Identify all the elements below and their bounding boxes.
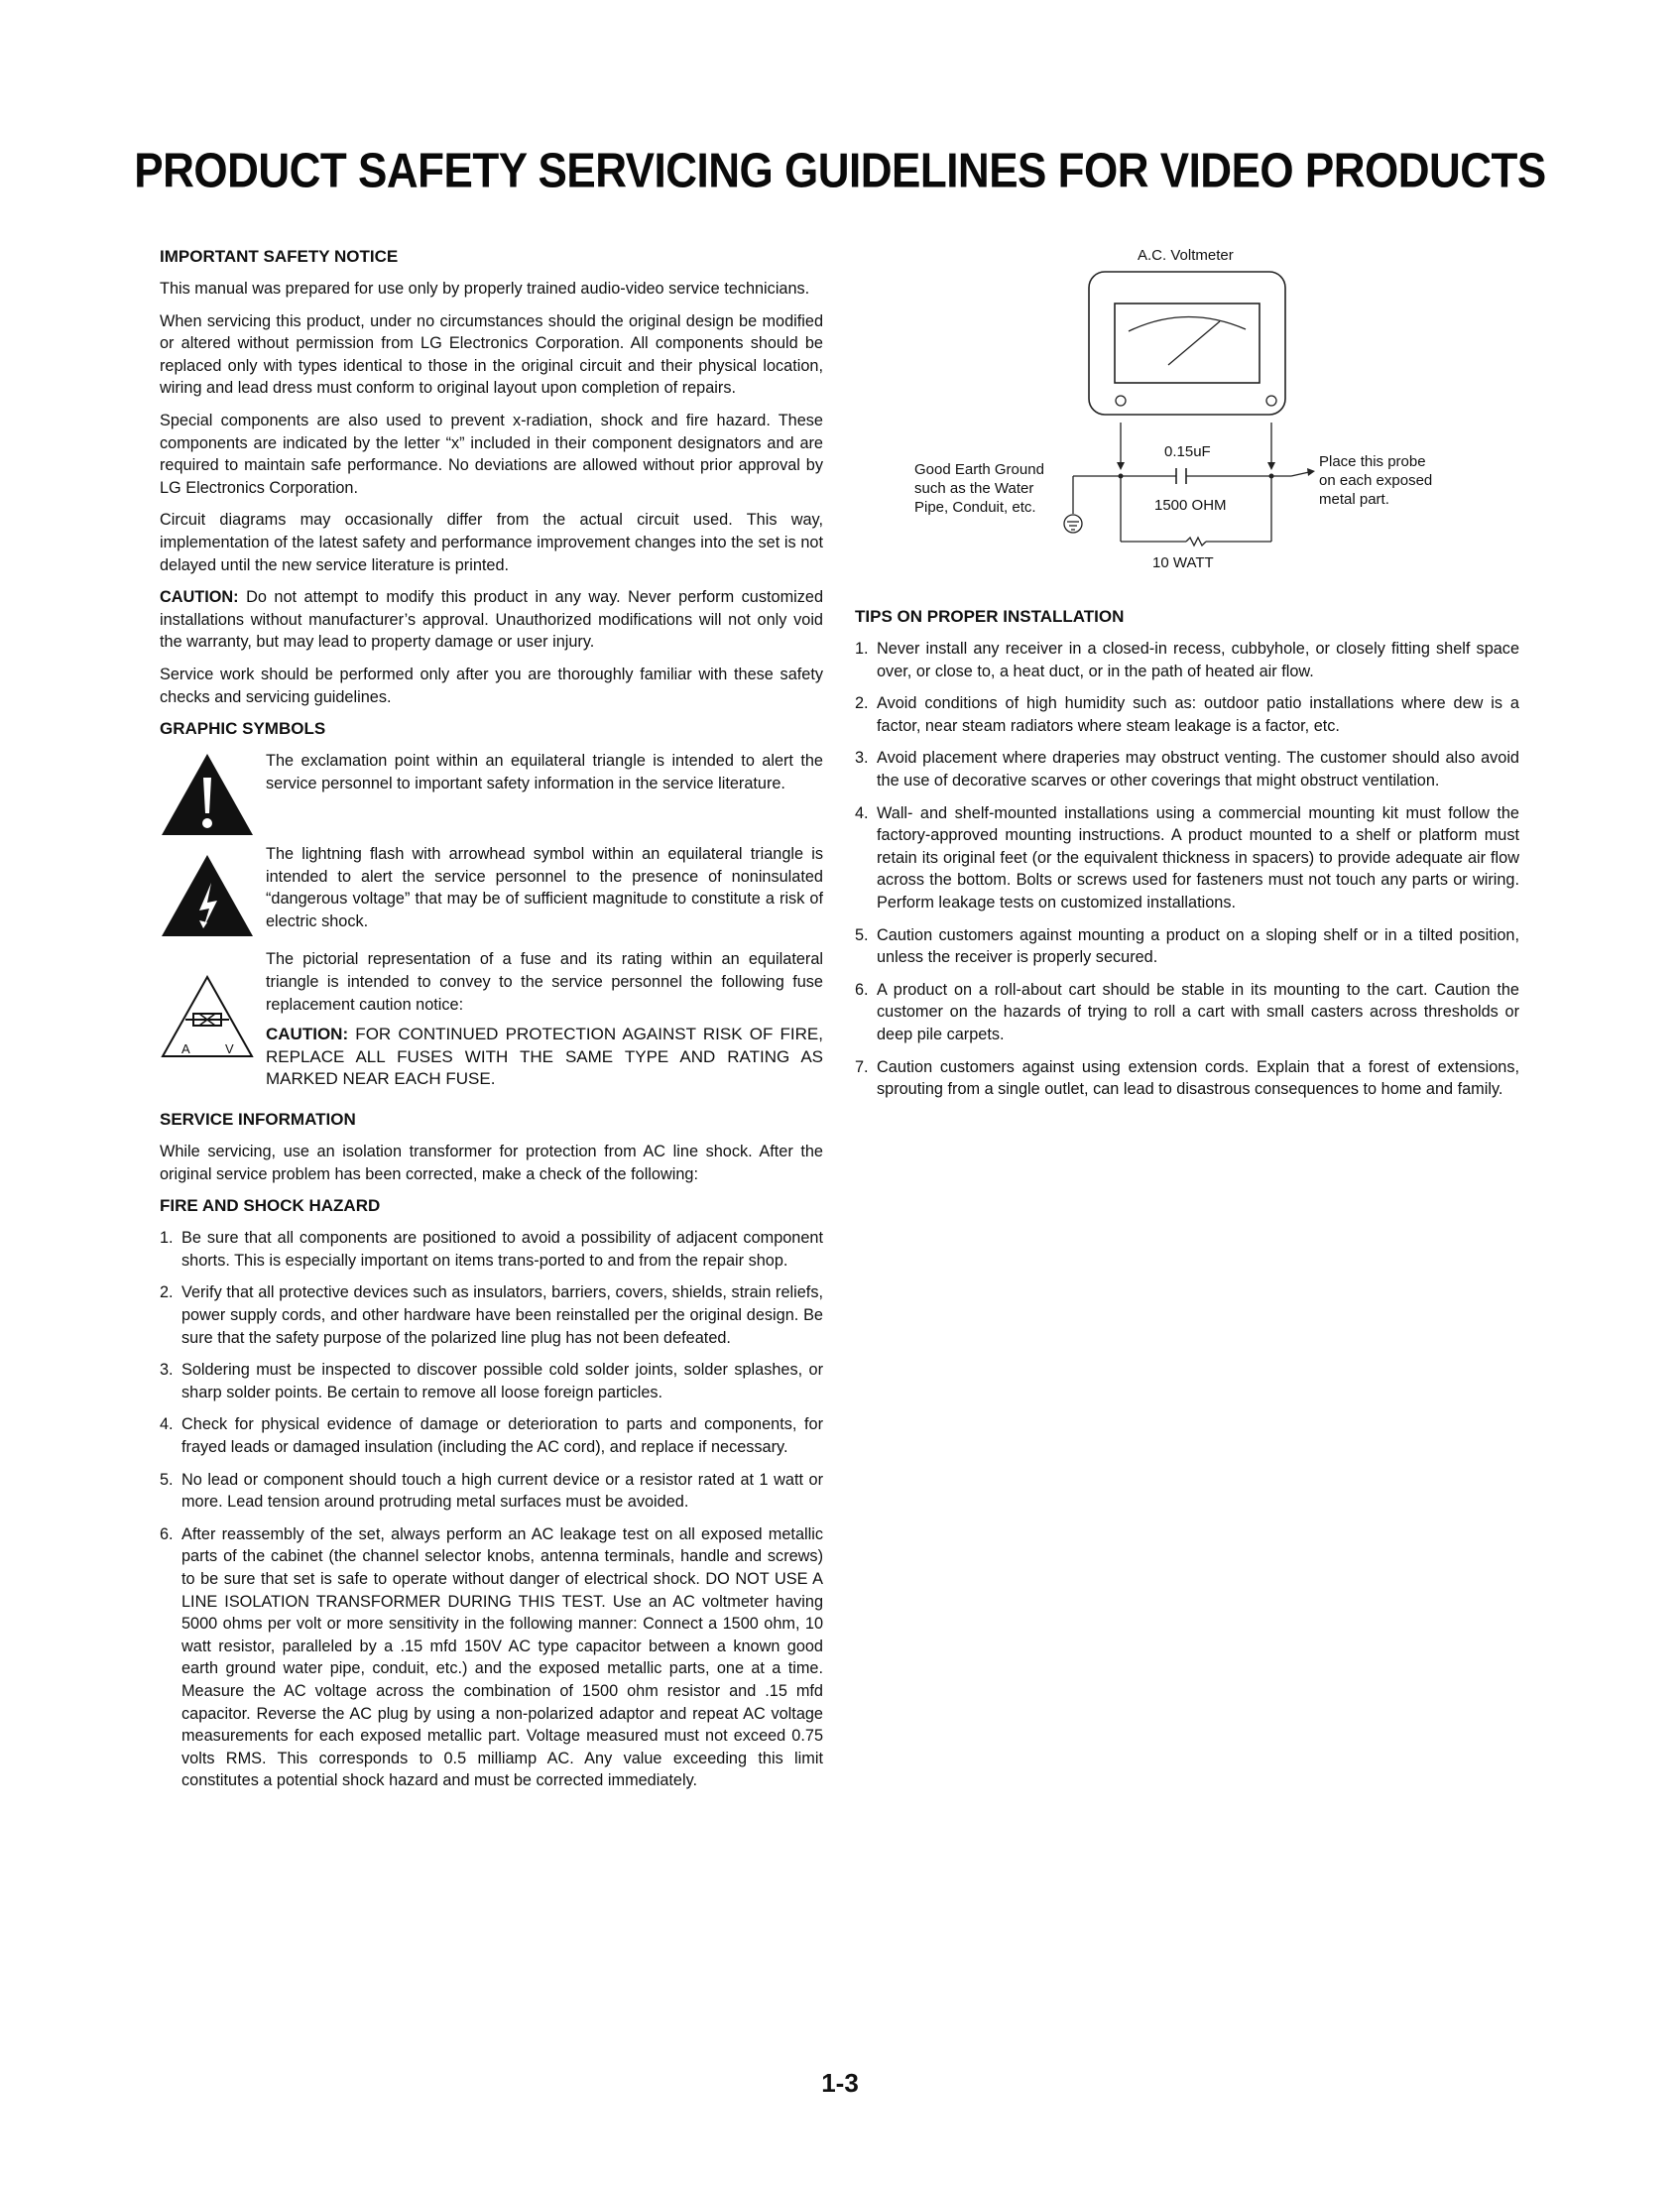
list-item-text: Be sure that all components are positioned to avoid a possibility of adjacent component shorts. This is especially important on items trans-ported to and from the repair shop.: [181, 1229, 823, 1270]
tips-installation-heading: TIPS ON PROPER INSTALLATION: [855, 607, 1125, 626]
list-item-text: Never install any receiver in a closed-in recess, cubbyhole, or closely fitting shelf space over, or close to, a heat duct, or in the path of heated air flow.: [877, 640, 1519, 680]
watt-label: 10 WATT: [1152, 554, 1214, 571]
service-information-heading: SERVICE INFORMATION: [160, 1110, 356, 1130]
list-item-number: 5.: [160, 1470, 174, 1489]
list-item: [855, 979, 1519, 1046]
page-number: 1-3: [821, 2068, 859, 2098]
important-paragraph-3: Special components are also used to prevent x-radiation, shock and fire hazard. These components are indicated by the letter “x” included in their component designators and are required to maintain safe performance. No deviations are allowed without prior approval by LG Electronics Corporation.: [160, 411, 823, 497]
list-item: [855, 638, 1519, 682]
probe-arrow: [1307, 468, 1315, 476]
exclamation-triangle-icon: [160, 750, 266, 835]
list-item-number: 4.: [160, 1415, 174, 1434]
fire-shock-heading: FIRE AND SHOCK HAZARD: [160, 1196, 381, 1216]
list-item-text: After reassembly of the set, always perform an AC leakage test on all exposed metallic parts of the cabinet (the channel selector knobs, antenna terminals, handle and screws) to be sure that set is safe to operate without danger of electrical shock. DO NOT USE A LINE ISOLATION TRANSFORMER DURING THIS TEST. Use an AC voltmeter having 5000 ohms per volt or more sensitivity in the following manner: Connect a 1500 ohm, 10 watt resistor, paralleled by a .15 mfd 150V AC type capacitor between a known good earth ground water pipe, conduit, etc.) and the exposed metallic parts, one at a time. Measure the AC voltage across the combination of 1500 ohm resistor and .15 mfd capacitor. Reverse the AC plug by using a non-polarized adaptor and repeat AC voltage measurements for each exposed metallic part. Voltage measured must not exceed 0.75 volts RMS. This corresponds to 0.5 milliamp AC. Any value exceeding this limit constitutes a potential shock hazard and must be corrected immediately.: [181, 1524, 823, 1790]
resistor-symbol: [1186, 538, 1206, 546]
list-item-number: 4.: [855, 803, 869, 822]
list-item-number: 2.: [855, 694, 869, 713]
probe-label-line-2: on each exposed: [1319, 472, 1433, 489]
list-item-text: Soldering must be inspected to discover possible cold solder joints, solder splashes, or sharp solder points. Be certain to remove all loose foreign particles.: [181, 1361, 823, 1401]
list-item-number: 3.: [855, 749, 869, 768]
fuse-caution-text: FOR CONTINUED PROTECTION AGAINST RISK OF FIRE, REPLACE ALL FUSES WITH THE SAME TYPE AND RATING AS MARKED NEAR EACH FUSE.: [266, 1025, 823, 1089]
list-item-text: Caution customers against mounting a product on a sloping shelf or in a tilted position, unless the receiver is properly secured.: [877, 925, 1519, 967]
list-item-text: No lead or component should touch a high current device or a resistor rated at 1 watt or more. Lead tension around protruding metal surfaces must be avoided.: [181, 1470, 823, 1512]
graphic-symbols: [160, 750, 823, 1099]
ground-label-line-2: such as the Water: [914, 480, 1034, 497]
list-item-number: 7.: [855, 1057, 869, 1076]
ground-label-line-3: Pipe, Conduit, etc.: [914, 499, 1036, 516]
tips-installation-list: [855, 638, 1519, 1101]
list-item: [160, 1413, 823, 1458]
list-item-text: Avoid placement where draperies may obstruct venting. The customer should also avoid the use of decorative scarves or other coverings that might obstruct ventilation.: [877, 749, 1519, 789]
important-paragraph-2: When servicing this product, under no circumstances should the original design be modified or altered without permission from LG Electronics Corporation. All components should be replaced only with types identical to those in the original circuit and their physical location, wiring and lead dress must conform to original layout upon completion of repairs.: [160, 311, 823, 398]
graphic-symbols-heading: GRAPHIC SYMBOLS: [160, 719, 326, 739]
fuse-caution-lead: CAUTION:: [266, 1025, 349, 1044]
fire-shock-list: [160, 1227, 823, 1792]
important-paragraph-1: This manual was prepared for use only by properly trained audio-video service technicians.: [160, 280, 810, 298]
list-item-number: 6.: [855, 980, 869, 999]
capacitor-label: 0.15uF: [1164, 443, 1211, 460]
leakage-circuit-svg: [855, 246, 1519, 598]
list-item-text: Avoid conditions of high humidity such as: outdoor patio installations where dew is a factor, near steam radiators where steam leakage is a factor, etc.: [877, 694, 1519, 735]
voltmeter-terminal-left: [1116, 396, 1126, 406]
symbol-fuse-text: The pictorial representation of a fuse and its rating within an equilateral triangle is intended to convey to the service personnel the following fuse replacement caution notice:: [266, 950, 823, 1014]
voltmeter-dial: [1115, 304, 1260, 383]
caution-lead: CAUTION:: [160, 588, 239, 607]
list-item-number: 2.: [160, 1283, 174, 1302]
fuse-icon-a-label: A: [181, 1041, 190, 1057]
voltmeter-body: [1089, 272, 1285, 415]
list-item: [855, 692, 1519, 737]
list-item: [855, 1056, 1519, 1101]
lightning-triangle-icon: [160, 843, 266, 934]
list-item-text: A product on a roll-about cart should be stable in its mounting to the cart. Caution the customer on the hazards of trying to roll a cart with small casters across thresholds or deep pile carpets.: [877, 980, 1519, 1043]
symbol-fuse-row: [160, 948, 823, 1099]
list-item-text: Wall- and shelf-mounted installations using a commercial mounting kit must follow the factory-approved mounting instructions. A product mounted to a shelf or platform must retain its original feet (or the equivalent thickness in spacers) to provide adequate air flow across the bottom. Bolts or screws used for fasteners must not touch any parts or wiring. Perform leakage tests on customized installations.: [877, 803, 1519, 911]
voltmeter-label: A.C. Voltmeter: [1138, 247, 1234, 264]
ground-label-line-1: Good Earth Ground: [914, 461, 1044, 478]
list-item-text: Verify that all protective devices such as insulators, barriers, covers, shields, strain reliefs, power supply cords, and other hardware have been reinstalled per the original design. Be sure that the safety purpose of the polarized line plug has not been defeated.: [181, 1283, 823, 1347]
important-paragraph-5: Service work should be performed only after you are thoroughly familiar with these safety checks and servicing guidelines.: [160, 665, 823, 706]
list-item-text: Caution customers against using extension cords. Explain that a forest of extensions, sprouting from a single outlet, can lead to disastrous consequences to home and family.: [877, 1057, 1519, 1099]
probe-label-line-1: Place this probe: [1319, 453, 1426, 470]
list-item-number: 6.: [160, 1524, 174, 1543]
caution-text: Do not attempt to modify this product in any way. Never perform customized installations without manufacturer’s approval. Unauthorized modifications will not only void the warranty, but may lead to property damage or user injury.: [160, 588, 823, 652]
fuse-icon-v-label: V: [225, 1041, 234, 1057]
list-item: [160, 1469, 823, 1514]
right-column: [855, 246, 1519, 1111]
important-safety-heading: IMPORTANT SAFETY NOTICE: [160, 247, 399, 266]
list-item-number: 3.: [160, 1361, 174, 1380]
list-item: [855, 924, 1519, 969]
symbol-exclamation-text: The exclamation point within an equilateral triangle is intended to alert the service personnel to important safety information in the service literature.: [266, 752, 823, 792]
symbol-lightning-text: The lightning flash with arrowhead symbol within an equilateral triangle is intended to alert the service personnel to the presence of noninsulated “dangerous voltage” that may be of sufficient magnitude to constitute a risk of electric shock.: [266, 845, 823, 930]
list-item-number: 5.: [855, 925, 869, 944]
list-item: [855, 802, 1519, 914]
resistor-label: 1500 OHM: [1154, 497, 1227, 514]
symbol-lightning-row: [160, 843, 823, 940]
list-item: [160, 1281, 823, 1349]
fuse-triangle-icon: [160, 948, 266, 1089]
probe-label-line-3: metal part.: [1319, 491, 1389, 508]
important-paragraph-4: Circuit diagrams may occasionally differ from the actual circuit used. This way, implementation of the latest safety and performance improvement changes into the set is not delayed until the new service literature is printed.: [160, 511, 823, 574]
caution-paragraph: [160, 586, 823, 654]
voltmeter-terminal-right: [1266, 396, 1276, 406]
left-column: [160, 246, 823, 1802]
list-item: [855, 747, 1519, 791]
list-item-number: 1.: [160, 1229, 174, 1248]
list-item: [160, 1523, 823, 1792]
symbol-exclamation-row: [160, 750, 823, 835]
list-item: [160, 1359, 823, 1403]
voltmeter-needle: [1168, 321, 1220, 365]
list-item: [160, 1227, 823, 1272]
page-title: PRODUCT SAFETY SERVICING GUIDELINES FOR VIDEO PRODUCTS: [134, 144, 1546, 198]
list-item-text: Check for physical evidence of damage or deterioration to parts and components, for frayed leads or damaged insulation (including the AC cord), and replace if necessary.: [181, 1415, 823, 1456]
fuse-caution-paragraph: [266, 1024, 823, 1091]
voltmeter-scale: [1129, 316, 1246, 331]
leakage-test-diagram: [855, 246, 1519, 598]
list-item-number: 1.: [855, 640, 869, 658]
service-paragraph: While servicing, use an isolation transformer for protection from AC line shock. After the original service problem has been corrected, make a check of the following:: [160, 1143, 823, 1183]
